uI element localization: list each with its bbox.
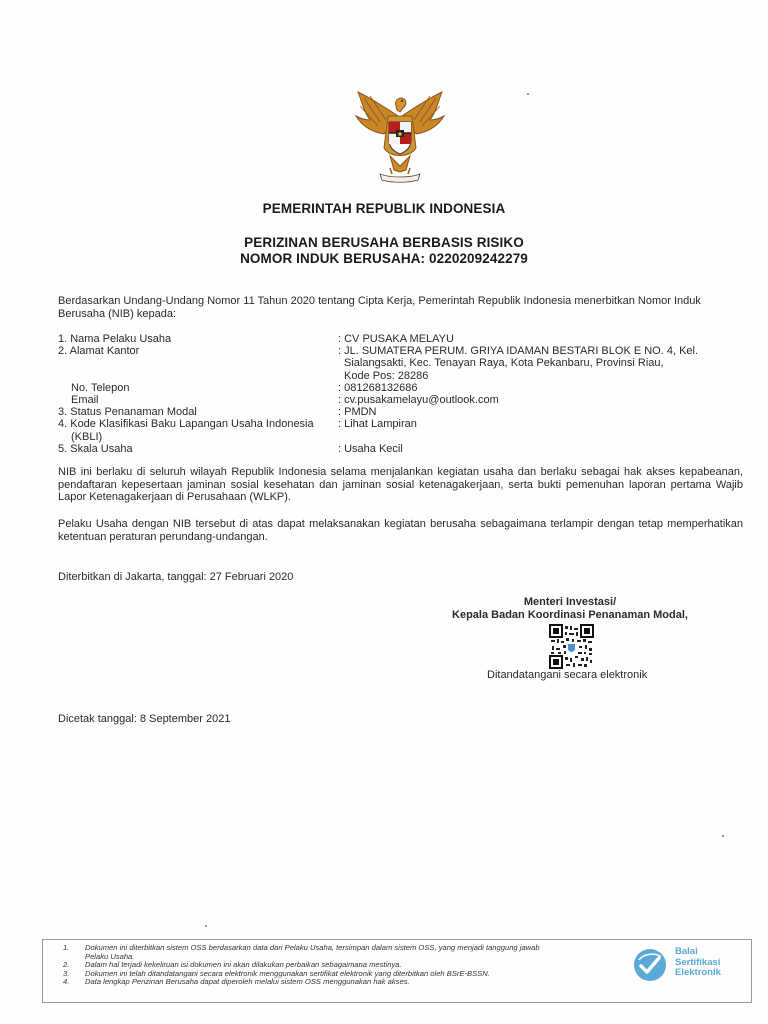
field-label: 4. Kode Klasifikasi Baku Lapangan Usaha Indonesia xyxy=(58,418,314,431)
field-row xyxy=(58,333,748,345)
note-number: 1. xyxy=(63,943,70,952)
field-row xyxy=(58,382,748,394)
note-number: 3. xyxy=(63,968,70,978)
government-title: PEMERINTAH REPUBLIK INDONESIA xyxy=(262,201,506,216)
bsre-line: Balai xyxy=(675,946,698,957)
note-number: 4. xyxy=(63,977,70,987)
field-value: Kode Pos: 28286 xyxy=(344,369,429,382)
garuda-emblem-icon xyxy=(350,86,450,186)
footer-notes xyxy=(63,944,623,987)
signer-title-1: Menteri Investasi/ xyxy=(523,596,617,608)
scan-speck xyxy=(205,925,207,927)
field-value: : CV PUSAKA MELAYU xyxy=(338,333,454,345)
footer-note xyxy=(63,944,623,953)
field-row xyxy=(58,345,748,357)
usage-paragraph: Pelaku Usaha dengan NIB tersebut di atas dapat melaksanakan kegiatan berusaha sebagaimana terlampir dengan tetap memperhatikan ketentuan peraturan perundang-undangan. xyxy=(58,518,743,543)
scan-speck xyxy=(722,835,724,837)
nib-number: NOMOR INDUK BERUSAHA: 0220209242279 xyxy=(240,251,528,266)
qr-code-icon xyxy=(549,624,594,669)
field-value: Sialangsakti, Kec. Tenayan Raya, Kota Pekanbaru, Provinsi Riau, xyxy=(344,357,664,370)
permit-title: PERIZINAN BERUSAHA BERBASIS RISIKO xyxy=(244,235,524,250)
field-label: 5. Skala Usaha xyxy=(58,442,133,455)
bsre-line: Elektronik xyxy=(675,967,721,978)
field-label: 2. Alamat Kantor xyxy=(58,345,140,358)
field-value: : PMDN xyxy=(338,406,377,419)
field-value: : cv.pusakamelayu@outlook.com xyxy=(338,394,499,407)
signer-title-2: Kepala Badan Koordinasi Penanaman Modal, xyxy=(452,609,688,621)
field-row xyxy=(58,431,748,443)
field-value: : Lihat Lampiran xyxy=(338,418,417,431)
issued-date: Diterbitkan di Jakarta, tanggal: 27 Februari 2020 xyxy=(58,571,294,583)
bsre-label xyxy=(675,947,750,979)
field-label: 1. Nama Pelaku Usaha xyxy=(58,333,172,345)
printed-date: Dicetak tanggal: 8 September 2021 xyxy=(58,713,231,725)
field-row xyxy=(58,394,748,406)
note-text: Dokumen ini diterbitkan sistem OSS berdasarkan data dari Pelaku Usaha, tersimpan dalam sistem OSS, yang menjadi tanggung jawab xyxy=(85,943,540,952)
field-value: : 081268132686 xyxy=(338,381,418,394)
field-label xyxy=(58,357,338,369)
footer-note xyxy=(63,978,623,987)
field-value: : Usaha Kecil xyxy=(338,442,403,455)
bsre-line: Sertifikasi xyxy=(675,956,721,968)
scan-speck xyxy=(527,93,529,95)
intro-paragraph: Berdasarkan Undang-Undang Nomor 11 Tahun 2020 tentang Cipta Kerja, Pemerintah Republik Indonesia menerbitkan Nomor Induk Berusaha (NIB) kepada: xyxy=(58,295,701,320)
field-label: No. Telepon xyxy=(71,381,130,394)
field-row xyxy=(58,443,748,455)
field-label: 3. Status Penanaman Modal xyxy=(58,406,197,419)
bsre-logo-icon xyxy=(633,948,667,982)
field-label: Email xyxy=(71,394,99,407)
field-row xyxy=(58,357,748,369)
business-fields xyxy=(58,333,748,455)
note-text: Dokumen ini telah ditandatangani secara elektronik menggunakan sertifikat elektronik yang diterbitkan oleh BSrE-BSSN. xyxy=(85,968,490,978)
note-number: 2. xyxy=(63,960,70,970)
field-row xyxy=(58,370,748,382)
electronic-signature-note: Ditandatangani secara elektronik xyxy=(487,669,648,681)
note-text: Dalam hal terjadi kekeliruan isi dokumen ini akan dilakukan perbaikan sebagaimana mestinya. xyxy=(85,960,402,970)
field-row xyxy=(58,418,748,430)
validity-paragraph: NIB ini berlaku di seluruh wilayah Republik Indonesia selama menjalankan kegiatan usaha dan berlaku sebagai hak akses kepabeanan, pendaftaran kepesertaan jaminan sosial kesehatan dan jaminan sosial ketenagakerjaan, serta bukti pemenuhan laporan pertama Wajib Lapor Ketenagakerjaan di Perusahaan (WLKP). xyxy=(58,466,743,503)
field-label xyxy=(58,370,338,382)
note-text: Pelaku Usaha. xyxy=(85,951,135,961)
field-row xyxy=(58,406,748,418)
field-value xyxy=(338,431,748,443)
field-label: (KBLI) xyxy=(71,430,103,443)
field-value: : JL. SUMATERA PERUM. GRIYA IDAMAN BESTARI BLOK E NO. 4, Kel. xyxy=(338,345,699,358)
note-text: Data lengkap Perizinan Berusaha dapat diperoleh melalui sistem OSS menggunakan hak akses. xyxy=(85,977,410,987)
footer-notes-box xyxy=(42,939,752,1003)
